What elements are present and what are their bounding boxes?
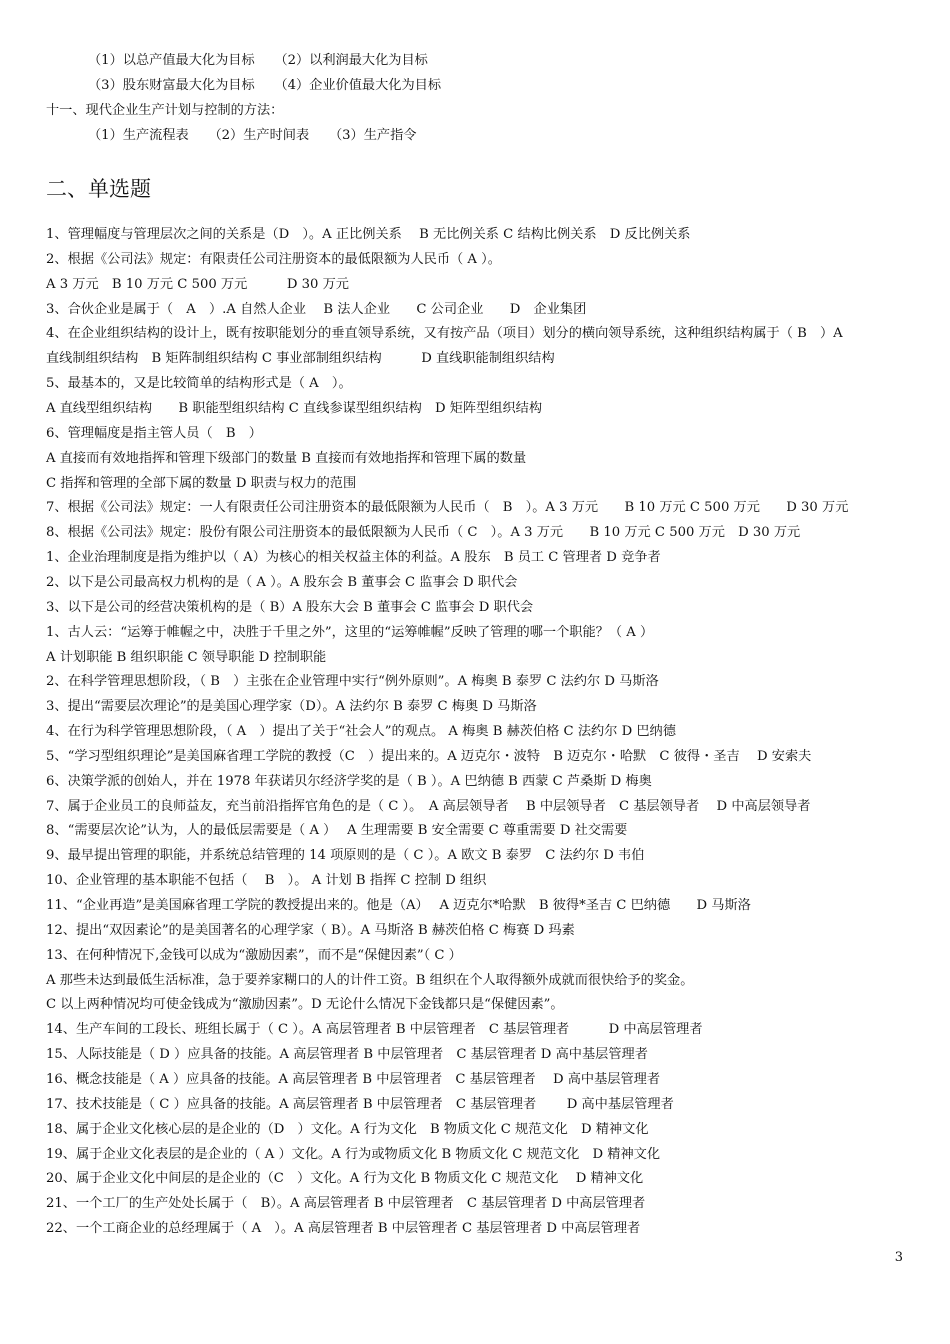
question-line: 11、“企业再造”是美国麻省理工学院的教授提出来的。他是（A） A 迈克尔*哈默 B 彼得*圣吉 C 巴纳德 D 马斯洛 <box>46 898 751 913</box>
question-line: 直线制组织结构 B 矩阵制组织结构 C 事业部制组织结构 D 直线职能制组织结构 <box>46 351 555 367</box>
header-line-1: （1）以总产值最大化为目标 （2）以利润最大化为目标 <box>88 53 428 68</box>
question-line: 20、属于企业文化中间层的是企业的（C ）文化。A 行为文化 B 物质文化 C 规范文化 D 精神文化 <box>46 1171 644 1187</box>
question-line: 1、企业治理制度是指为维护以（ A）为核心的相关权益主体的利益。A 股东 B 员工 C 管理者 D 竞争者 <box>46 550 661 565</box>
question-line: 6、管理幅度是指主管人员（ B ） <box>46 425 262 441</box>
question-line: 3、合伙企业是属于（ A ）.A 自然人企业 B 法人企业 C 公司企业 D 企业集团 <box>46 301 587 317</box>
question-line: 5、最基本的，又是比较简单的结构形式是（ A ）。 <box>46 376 352 392</box>
question-line: 16、概念技能是（ A ）应具备的技能。A 高层管理者 B 中层管理者 C 基层管理者 D 高中基层管理者 <box>46 1071 661 1087</box>
question-line: 21、一个工厂的生产处处长属于（ B）。A 高层管理者 B 中层管理者 C 基层管理者 D 中高层管理者 <box>46 1196 646 1212</box>
page-number: 3 <box>894 1250 903 1265</box>
question-line: 10、企业管理的基本职能不包括（ B ）。 A 计划 B 指挥 C 控制 D 组织 <box>46 873 487 889</box>
question-line: 4、在企业组织结构的设计上，既有按职能划分的垂直领导系统，又有按产品（项目）划分的横向领导系统，这种组织结构属于（ B ）A <box>46 326 843 342</box>
question-line: 3、提出“需要层次理论”的是美国心理学家（D）。A 法约尔 B 泰罗 C 梅奥 D 马斯洛 <box>46 699 537 715</box>
section-title: 二、单选题 <box>46 177 151 201</box>
question-line: 2、根据《公司法》规定：有限责任公司注册资本的最低限额为人民币（ A ）。 <box>46 251 501 267</box>
question-line: 2、以下是公司最高权力机构的是（ A ）。A 股东会 B 董事会 C 监事会 D 职代会 <box>46 574 518 590</box>
header-line-2: （3）股东财富最大化为目标 （4）企业价值最大化为目标 <box>88 78 442 93</box>
question-line: 17、技术技能是（ C ）应具备的技能。A 高层管理者 B 中层管理者 C 基层管理者 D 高中基层管理者 <box>46 1096 674 1112</box>
question-line: A 计划职能 B 组织职能 C 领导职能 D 控制职能 <box>46 649 327 665</box>
question-line: 15、人际技能是（ D ）应具备的技能。A 高层管理者 B 中层管理者 C 基层管理者 D 高中基层管理者 <box>46 1047 648 1063</box>
question-line: A 直线型组织结构 B 职能型组织结构 C 直线参谋型组织结构 D 矩阵型组织结构 <box>46 401 543 416</box>
question-line: 1、古人云：“运筹于帷幄之中，决胜于千里之外”，这里的“运筹帷幄”反映了管理的哪一个职能？（ A ） <box>46 624 654 640</box>
question-line: 9、最早提出管理的职能，并系统总结管理的 14 项原则的是（ C ）。A 欧文 B 泰罗 C 法约尔 D 韦伯 <box>46 848 645 864</box>
question-line: 7、属于企业员工的良师益友，充当前沿指挥官角色的是（ C ）。 A 高层领导者 B 中层领导者 C 基层领导者 D 中高层领导者 <box>46 798 811 814</box>
question-line: 13、在何种情况下,金钱可以成为“激励因素”，而不是“保健因素”（ C ） <box>46 947 462 963</box>
question-line: 5、“学习型组织理论”是美国麻省理工学院的教授（C ）提出来的。A 迈克尔・波特 B 迈克尔・哈默 C 彼得・圣吉 D 安索夫 <box>46 748 812 764</box>
question-line: C 指挥和管理的全部下属的数量 D 职责与权力的范围 <box>46 475 357 491</box>
question-line: 18、属于企业文化核心层的是企业的（D ）文化。A 行为文化 B 物质文化 C 规范文化 D 精神文化 <box>46 1121 649 1137</box>
question-line: A 直接而有效地指挥和管理下级部门的数量 B 直接而有效地指挥和管理下属的数量 <box>46 450 527 466</box>
question-line: 6、决策学派的创始人，并在 1978 年获诺贝尔经济学奖的是（ B ）。A 巴纳德 B 西蒙 C 芦桑斯 D 梅奥 <box>46 773 652 789</box>
question-line: 22、一个工商企业的总经理属于（ A ）。A 高层管理者 B 中层管理者 C 基层管理者 D 中高层管理者 <box>46 1221 641 1236</box>
question-line: 14、生产车间的工段长、班组长属于（ C ）。A 高层管理者 B 中层管理者 C 基层管理者 D 中高层管理者 <box>46 1022 703 1038</box>
question-line: 8、“需要层次论”认为，人的最低层需要是（ A ） A 生理需要 B 安全需要 C 尊重需要 D 社交需要 <box>46 823 628 839</box>
question-line: 3、以下是公司的经营决策机构的是（ B）A 股东大会 B 董事会 C 监事会 D 职代会 <box>46 599 534 615</box>
question-line: 7、根据《公司法》规定：一人有限责任公司注册资本的最低限额为人民币（ B ）。A 3 万元 B 10 万元 C 500 万元 D 30 万元 <box>46 500 849 516</box>
question-line: 12、提出“双因素论”的是美国著名的心理学家（ B）。A 马斯洛 B 赫茨伯格 C 梅赛 D 玛素 <box>46 922 575 938</box>
question-line: 8、根据《公司法》规定：股份有限公司注册资本的最低限额为人民币（ C ）。A 3 万元 B 10 万元 C 500 万元 D 30 万元 <box>46 525 801 541</box>
question-line: 1、管理幅度与管理层次之间的关系是（D ）。A 正比例关系 B 无比例关系 C 结构比例关系 D 反比例关系 <box>46 227 691 242</box>
header-line-4: （1）生产流程表 （2）生产时间表 （3）生产指令 <box>88 128 417 143</box>
header-line-3: 十一、现代企业生产计划与控制的方法： <box>46 103 284 118</box>
question-line: A 那些未达到最低生活标准，急于要养家糊口的人的计件工资。B 组织在个人取得额外成就而很快给予的奖金。 <box>46 972 694 988</box>
question-line: C 以上两种情况均可使金钱成为“激励因素”。D 无论什么情况下金钱都只是“保健因素”。 <box>46 997 564 1013</box>
question-line: 2、在科学管理思想阶段，（ B ）主张在企业管理中实行“例外原则”。A 梅奥 B 泰罗 C 法约尔 D 马斯洛 <box>46 674 659 690</box>
question-line: 19、属于企业文化表层的是企业的（ A ）文化。A 行为或物质文化 B 物质文化 C 规范文化 D 精神文化 <box>46 1146 661 1162</box>
question-line: 4、在行为科学管理思想阶段，（ A ）提出了关于“社会人”的观点。 A 梅奥 B 赫茨伯格 C 法约尔 D 巴纳德 <box>46 724 676 739</box>
question-line: A 3 万元 B 10 万元 C 500 万元 D 30 万元 <box>46 276 349 292</box>
